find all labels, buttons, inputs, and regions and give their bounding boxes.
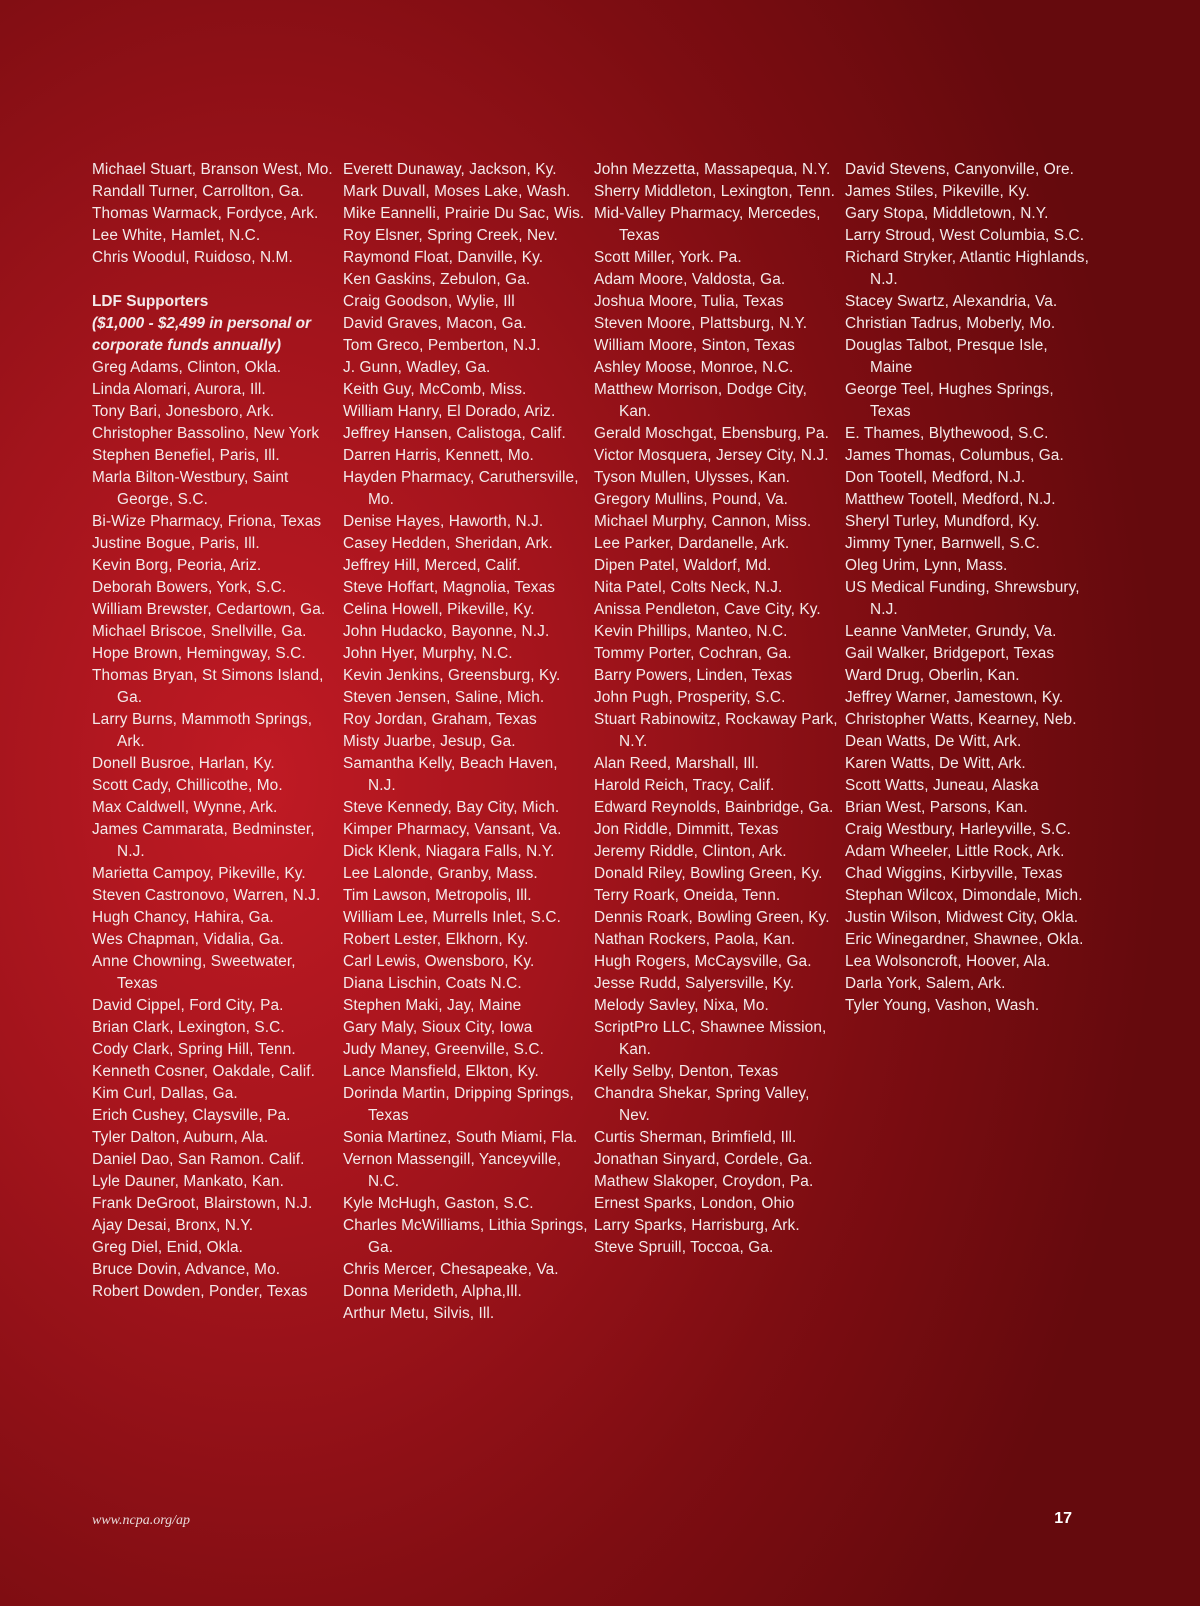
list-item: Donna Merideth, Alpha,Ill. xyxy=(343,1283,522,1300)
list-item: Lee White, Hamlet, N.C. xyxy=(92,227,261,244)
list-item: Vernon Massengill, Yanceyville, N.C. xyxy=(343,1151,562,1190)
list-item: Wes Chapman, Vidalia, Ga. xyxy=(92,931,284,948)
list-item: Tommy Porter, Cochran, Ga. xyxy=(594,645,792,662)
list-item: Chris Woodul, Ruidoso, N.M. xyxy=(92,249,293,266)
list-item: Misty Juarbe, Jesup, Ga. xyxy=(343,733,516,750)
list-item: William Moore, Sinton, Texas xyxy=(594,337,795,354)
list-item: Bi-Wize Pharmacy, Friona, Texas xyxy=(92,513,322,530)
list-item: John Hudacko, Bayonne, N.J. xyxy=(343,623,550,640)
list-item: Mid-Valley Pharmacy, Mercedes, Texas xyxy=(594,205,821,244)
column-1 xyxy=(92,159,343,1325)
list-item: Richard Stryker, Atlantic Highlands, N.J. xyxy=(845,249,1089,288)
list-item: Darren Harris, Kennett, Mo. xyxy=(343,447,534,464)
list-item: Tyler Young, Vashon, Wash. xyxy=(845,997,1040,1014)
list-item: Edward Reynolds, Bainbridge, Ga. xyxy=(594,799,834,816)
list-item: Ken Gaskins, Zebulon, Ga. xyxy=(343,271,531,288)
list-item: Roy Elsner, Spring Creek, Nev. xyxy=(343,227,558,244)
list-item: Ward Drug, Oberlin, Kan. xyxy=(845,667,1020,684)
list-item: Samantha Kelly, Beach Haven, N.J. xyxy=(343,755,558,794)
list-item: Matthew Morrison, Dodge City, Kan. xyxy=(594,381,808,420)
list-item: Don Tootell, Medford, N.J. xyxy=(845,469,1026,486)
list-item: Marietta Campoy, Pikeville, Ky. xyxy=(92,865,306,882)
list-item: Lyle Dauner, Mankato, Kan. xyxy=(92,1173,284,1190)
list-item: Robert Lester, Elkhorn, Ky. xyxy=(343,931,529,948)
list-item: Steve Kennedy, Bay City, Mich. xyxy=(343,799,560,816)
list-item: Steve Spruill, Toccoa, Ga. xyxy=(594,1239,774,1256)
list-item: Kelly Selby, Denton, Texas xyxy=(594,1063,779,1080)
list-item: Adam Moore, Valdosta, Ga. xyxy=(594,271,786,288)
list-item: Jimmy Tyner, Barnwell, S.C. xyxy=(845,535,1040,552)
list-item: Steve Hoffart, Magnolia, Texas xyxy=(343,579,556,596)
list-item: ScriptPro LLC, Shawnee Mission, Kan. xyxy=(594,1019,827,1058)
list-item: Deborah Bowers, York, S.C. xyxy=(92,579,287,596)
list-item: Kevin Jenkins, Greensburg, Ky. xyxy=(343,667,561,684)
list-item: Kenneth Cosner, Oakdale, Calif. xyxy=(92,1063,315,1080)
list-item: Dennis Roark, Bowling Green, Ky. xyxy=(594,909,830,926)
list-item: Mark Duvall, Moses Lake, Wash. xyxy=(343,183,571,200)
list-item: Hayden Pharmacy, Caruthersville, Mo. xyxy=(343,469,579,508)
list-item: Everett Dunaway, Jackson, Ky. xyxy=(343,161,557,178)
list-item: Craig Westbury, Harleyville, S.C. xyxy=(845,821,1071,838)
list-item: Gerald Moschgat, Ebensburg, Pa. xyxy=(594,425,829,442)
list-item: Douglas Talbot, Presque Isle, Maine xyxy=(845,337,1048,376)
list-item: Denise Hayes, Haworth, N.J. xyxy=(343,513,544,530)
list-item: Anissa Pendleton, Cave City, Ky. xyxy=(594,601,821,618)
list-item: Anne Chowning, Sweetwater, Texas xyxy=(92,953,296,992)
column-3 xyxy=(594,159,845,1325)
list-item: Nita Patel, Colts Neck, N.J. xyxy=(594,579,783,596)
list-item: John Pugh, Prosperity, S.C. xyxy=(594,689,786,706)
list-item: Terry Roark, Oneida, Tenn. xyxy=(594,887,781,904)
list-item: Alan Reed, Marshall, Ill. xyxy=(594,755,760,772)
list-item: Joshua Moore, Tulia, Texas xyxy=(594,293,784,310)
list-item: Matthew Tootell, Medford, N.J. xyxy=(845,491,1056,508)
section-title: LDF Supporters xyxy=(92,293,209,310)
list-item: Marla Bilton-Westbury, Saint George, S.C. xyxy=(92,469,289,508)
list-item: J. Gunn, Wadley, Ga. xyxy=(343,359,491,376)
section-entries xyxy=(92,357,337,1303)
list-item: Dick Klenk, Niagara Falls, N.Y. xyxy=(343,843,555,860)
list-item: Thomas Warmack, Fordyce, Ark. xyxy=(92,205,319,222)
list-item: Larry Burns, Mammoth Springs, Ark. xyxy=(92,711,313,750)
list-item: Arthur Metu, Silvis, Ill. xyxy=(343,1305,495,1322)
list-item: Gregory Mullins, Pound, Va. xyxy=(594,491,789,508)
page-number: 17 xyxy=(1054,1510,1072,1527)
list-item: Jeffrey Hansen, Calistoga, Calif. xyxy=(343,425,566,442)
list-item: Ernest Sparks, London, Ohio xyxy=(594,1195,795,1212)
list-item: Craig Goodson, Wylie, Ill xyxy=(343,293,515,310)
list-item: Ajay Desai, Bronx, N.Y. xyxy=(92,1217,254,1234)
section-subtitle: ($1,000 - $2,499 in personal or corporate funds annually) xyxy=(92,315,311,354)
list-item: Nathan Rockers, Paola, Kan. xyxy=(594,931,796,948)
list-item: Donald Riley, Bowling Green, Ky. xyxy=(594,865,823,882)
list-item: Darla York, Salem, Ark. xyxy=(845,975,1006,992)
list-item: Scott Watts, Juneau, Alaska xyxy=(845,777,1039,794)
list-item: Jeremy Riddle, Clinton, Ark. xyxy=(594,843,787,860)
column-entries xyxy=(343,159,588,1325)
list-item: William Lee, Murrells Inlet, S.C. xyxy=(343,909,561,926)
list-item: James Stiles, Pikeville, Ky. xyxy=(845,183,1030,200)
list-item: Frank DeGroot, Blairstown, N.J. xyxy=(92,1195,313,1212)
list-item: Max Caldwell, Wynne, Ark. xyxy=(92,799,278,816)
list-item: Jonathan Sinyard, Cordele, Ga. xyxy=(594,1151,813,1168)
list-item: Oleg Urim, Lynn, Mass. xyxy=(845,557,1008,574)
list-item: Mathew Slakoper, Croydon, Pa. xyxy=(594,1173,814,1190)
list-item: James Cammarata, Bedminster, N.J. xyxy=(92,821,315,860)
column-2 xyxy=(343,159,594,1325)
list-item: Barry Powers, Linden, Texas xyxy=(594,667,793,684)
list-item: Larry Sparks, Harrisburg, Ark. xyxy=(594,1217,800,1234)
list-item: David Graves, Macon, Ga. xyxy=(343,315,527,332)
list-item: William Hanry, El Dorado, Ariz. xyxy=(343,403,556,420)
list-item: James Thomas, Columbus, Ga. xyxy=(845,447,1064,464)
list-item: Greg Adams, Clinton, Okla. xyxy=(92,359,282,376)
list-item: Justine Bogue, Paris, Ill. xyxy=(92,535,260,552)
list-item: Adam Wheeler, Little Rock, Ark. xyxy=(845,843,1065,860)
list-item: Leanne VanMeter, Grundy, Va. xyxy=(845,623,1057,640)
list-item: Sonia Martinez, South Miami, Fla. xyxy=(343,1129,578,1146)
list-item: Steven Castronovo, Warren, N.J. xyxy=(92,887,321,904)
list-item: Kyle McHugh, Gaston, S.C. xyxy=(343,1195,534,1212)
list-item: Jeffrey Warner, Jamestown, Ky. xyxy=(845,689,1064,706)
list-item: Dorinda Martin, Dripping Springs, Texas xyxy=(343,1085,574,1124)
list-item: Thomas Bryan, St Simons Island, Ga. xyxy=(92,667,324,706)
list-item: Greg Diel, Enid, Okla. xyxy=(92,1239,244,1256)
list-item: Randall Turner, Carrollton, Ga. xyxy=(92,183,304,200)
list-item: Stephan Wilcox, Dimondale, Mich. xyxy=(845,887,1083,904)
list-item: Melody Savley, Nixa, Mo. xyxy=(594,997,769,1014)
list-item: Michael Murphy, Cannon, Miss. xyxy=(594,513,812,530)
list-item: Judy Maney, Greenville, S.C. xyxy=(343,1041,544,1058)
list-item: Curtis Sherman, Brimfield, Ill. xyxy=(594,1129,797,1146)
list-item: Dipen Patel, Waldorf, Md. xyxy=(594,557,772,574)
list-item: Donell Busroe, Harlan, Ky. xyxy=(92,755,275,772)
list-item: Tony Bari, Jonesboro, Ark. xyxy=(92,403,275,420)
list-item: Robert Dowden, Ponder, Texas xyxy=(92,1283,308,1300)
list-item: Casey Hedden, Sheridan, Ark. xyxy=(343,535,553,552)
list-item: Stuart Rabinowitz, Rockaway Park, N.Y. xyxy=(594,711,838,750)
list-item: Scott Cady, Chillicothe, Mo. xyxy=(92,777,283,794)
list-item: John Hyer, Murphy, N.C. xyxy=(343,645,513,662)
list-item: Dean Watts, De Witt, Ark. xyxy=(845,733,1022,750)
list-item: Roy Jordan, Graham, Texas xyxy=(343,711,537,728)
list-item: Kevin Phillips, Manteo, N.C. xyxy=(594,623,788,640)
list-item: David Stevens, Canyonville, Ore. xyxy=(845,161,1075,178)
list-item: Jeffrey Hill, Merced, Calif. xyxy=(343,557,521,574)
list-item: Stacey Swartz, Alexandria, Va. xyxy=(845,293,1058,310)
list-item: Lee Parker, Dardanelle, Ark. xyxy=(594,535,790,552)
list-item: Scott Miller, York. Pa. xyxy=(594,249,742,266)
list-item: Tyson Mullen, Ulysses, Kan. xyxy=(594,469,791,486)
list-item: Kimper Pharmacy, Vansant, Va. xyxy=(343,821,562,838)
list-item: Chad Wiggins, Kirbyville, Texas xyxy=(845,865,1063,882)
list-item: Ashley Moose, Monroe, N.C. xyxy=(594,359,794,376)
section-gap xyxy=(92,269,337,291)
list-item: Tyler Dalton, Auburn, Ala. xyxy=(92,1129,269,1146)
list-item: Celina Howell, Pikeville, Ky. xyxy=(343,601,535,618)
list-item: Tom Greco, Pemberton, N.J. xyxy=(343,337,541,354)
list-item: Bruce Dovin, Advance, Mo. xyxy=(92,1261,281,1278)
previous-section-entries xyxy=(92,159,337,269)
list-item: Charles McWilliams, Lithia Springs, Ga. xyxy=(343,1217,588,1256)
list-item: Kevin Borg, Peoria, Ariz. xyxy=(92,557,262,574)
list-item: Karen Watts, De Witt, Ark. xyxy=(845,755,1026,772)
list-item: Steven Jensen, Saline, Mich. xyxy=(343,689,545,706)
list-item: Gary Maly, Sioux City, Iowa xyxy=(343,1019,533,1036)
list-item: Stephen Benefiel, Paris, Ill. xyxy=(92,447,280,464)
list-item: Harold Reich, Tracy, Calif. xyxy=(594,777,775,794)
list-item: Michael Stuart, Branson West, Mo. xyxy=(92,161,333,178)
list-item: Chris Mercer, Chesapeake, Va. xyxy=(343,1261,559,1278)
list-item: Carl Lewis, Owensboro, Ky. xyxy=(343,953,535,970)
list-item: William Brewster, Cedartown, Ga. xyxy=(92,601,326,618)
list-item: Victor Mosquera, Jersey City, N.J. xyxy=(594,447,829,464)
list-item: Christopher Watts, Kearney, Neb. xyxy=(845,711,1077,728)
list-item: Linda Alomari, Aurora, Ill. xyxy=(92,381,266,398)
list-item: Sheryl Turley, Mundford, Ky. xyxy=(845,513,1040,530)
list-item: Lea Wolsoncroft, Hoover, Ala. xyxy=(845,953,1051,970)
list-item: Tim Lawson, Metropolis, Ill. xyxy=(343,887,532,904)
list-item: Larry Stroud, West Columbia, S.C. xyxy=(845,227,1085,244)
list-item: Steven Moore, Plattsburg, N.Y. xyxy=(594,315,808,332)
list-item: Michael Briscoe, Snellville, Ga. xyxy=(92,623,307,640)
list-item: George Teel, Hughes Springs, Texas xyxy=(845,381,1054,420)
list-item: John Mezzetta, Massapequa, N.Y. xyxy=(594,161,831,178)
list-item: Hugh Chancy, Hahira, Ga. xyxy=(92,909,274,926)
donor-list xyxy=(92,159,1096,1325)
list-item: US Medical Funding, Shrewsbury, N.J. xyxy=(845,579,1080,618)
list-item: E. Thames, Blythewood, S.C. xyxy=(845,425,1049,442)
list-item: Gail Walker, Bridgeport, Texas xyxy=(845,645,1055,662)
list-item: Diana Lischin, Coats N.C. xyxy=(343,975,522,992)
list-item: Chandra Shekar, Spring Valley, Nev. xyxy=(594,1085,810,1124)
list-item: Christian Tadrus, Moberly, Mo. xyxy=(845,315,1056,332)
list-item: Eric Winegardner, Shawnee, Okla. xyxy=(845,931,1084,948)
column-entries xyxy=(594,159,839,1259)
list-item: Erich Cushey, Claysville, Pa. xyxy=(92,1107,291,1124)
list-item: Cody Clark, Spring Hill, Tenn. xyxy=(92,1041,296,1058)
column-4 xyxy=(845,159,1096,1325)
list-item: Sherry Middleton, Lexington, Tenn. xyxy=(594,183,835,200)
list-item: Stephen Maki, Jay, Maine xyxy=(343,997,522,1014)
footer-url: www.ncpa.org/ap xyxy=(92,1513,191,1528)
list-item: Daniel Dao, San Ramon. Calif. xyxy=(92,1151,305,1168)
list-item: Kim Curl, Dallas, Ga. xyxy=(92,1085,238,1102)
list-item: Christopher Bassolino, New York xyxy=(92,425,320,442)
list-item: Raymond Float, Danville, Ky. xyxy=(343,249,544,266)
list-item: Keith Guy, McComb, Miss. xyxy=(343,381,527,398)
list-item: Hope Brown, Hemingway, S.C. xyxy=(92,645,306,662)
list-item: Hugh Rogers, McCaysville, Ga. xyxy=(594,953,812,970)
list-item: Jon Riddle, Dimmitt, Texas xyxy=(594,821,779,838)
list-item: Lance Mansfield, Elkton, Ky. xyxy=(343,1063,539,1080)
list-item: Jesse Rudd, Salyersville, Ky. xyxy=(594,975,795,992)
list-item: Lee Lalonde, Granby, Mass. xyxy=(343,865,538,882)
list-item: David Cippel, Ford City, Pa. xyxy=(92,997,284,1014)
column-entries xyxy=(845,159,1090,1017)
list-item: Brian Clark, Lexington, S.C. xyxy=(92,1019,285,1036)
list-item: Mike Eannelli, Prairie Du Sac, Wis. xyxy=(343,205,585,222)
list-item: Justin Wilson, Midwest City, Okla. xyxy=(845,909,1079,926)
list-item: Brian West, Parsons, Kan. xyxy=(845,799,1028,816)
list-item: Gary Stopa, Middletown, N.Y. xyxy=(845,205,1049,222)
